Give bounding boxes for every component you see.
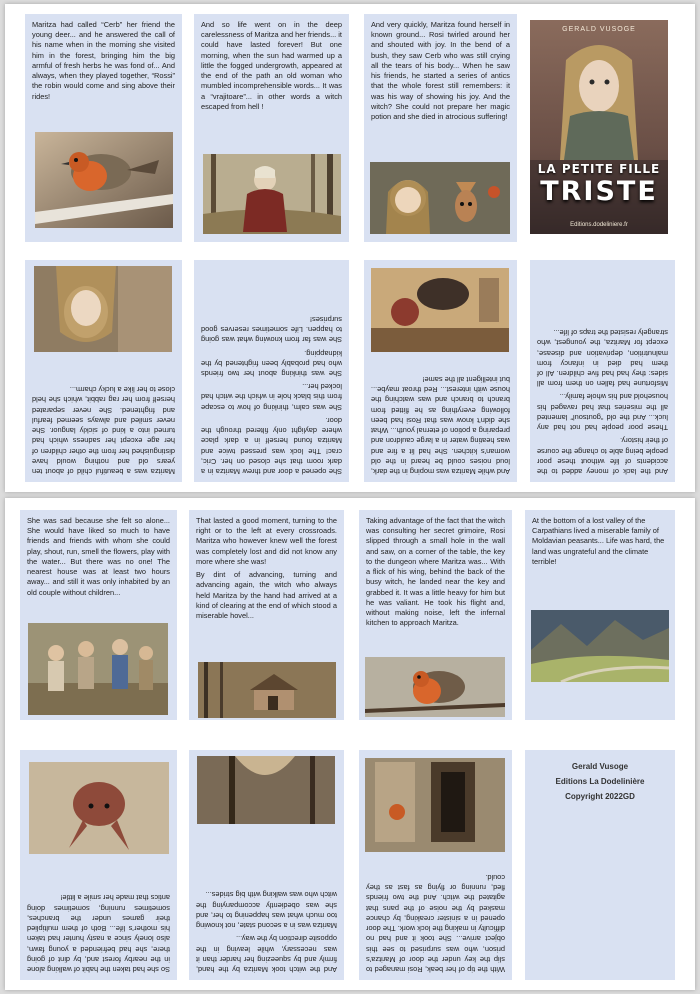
page-reunion <box>364 14 517 242</box>
page-lost-in-forest <box>189 510 344 720</box>
hovel-illustration <box>198 662 336 718</box>
children-playing-illustration <box>28 623 168 715</box>
paragraph: She was thinking about her two friends who had probably been frightened by the kidnapping. <box>201 348 342 379</box>
page-text <box>359 872 512 980</box>
robin-illustration <box>35 132 173 228</box>
booklet-sheet-2 <box>5 498 695 990</box>
page-text <box>194 314 349 482</box>
forest-path-illustration <box>197 756 335 824</box>
witch-forest-illustration <box>203 154 341 234</box>
page-rosi-key <box>359 510 512 720</box>
paragraph: So she had taken the habit of walking alone in the nearby forest and, by dint of going there, she had befriended a young fawn, also lonely since a nasty hunter had taken his mother’s life... Both of them multiplied their games under the branches, sometimes running, sometimes doing antics that made her smile a little! <box>27 893 170 974</box>
rag-rabbit-illustration <box>29 762 169 854</box>
cover-author: GERALD VUSOGE <box>562 26 636 33</box>
carpathian-valley-illustration <box>531 610 669 682</box>
page-maritza-intro <box>25 260 182 482</box>
paragraph: And the witch took Maritza by the hand, firmly and by squeezing her harder than it was necessary, while leaving in the opposite direction by the way... <box>196 934 337 974</box>
page-text <box>20 892 177 980</box>
book-cover <box>530 20 668 234</box>
paragraph: Maritza was a beautiful child of about ten years old and nothing would have distinguished her from the other children of her age except her sadness which had turned into a kind of sickly languor. She never smiled and always seemed fearful and frightened. She never separated herself from her rag rabbit, which she held close to her like a lucky charm... <box>32 385 175 476</box>
paragraph: She was calm, thinking of how to escape from this black hole in which the witch had locked her... <box>201 382 342 412</box>
paragraph: By dint of advancing, turning and advancing again, the witch who always held Maritza by the hand had arrived at a kind of clearing at the end of which stood a miserable hovel... <box>196 570 337 620</box>
paragraph: She was far from knowing what was going to happen. Life sometimes reserves good surprises! <box>201 314 342 345</box>
credits-publisher: Editions La Dodelinière <box>555 777 645 786</box>
page-text: And very quickly, Maritza found herself in known ground... Rosi twirled around her and shouted with joy. In the bend of a bush, they saw Cerb who was still crying all the tears of his body... When he saw his friends, he started a series of antics that the whole forest still remembers: it was his way of showing his joy. And the witch? She could not prepare her magic potion and she died in atrocious suffering! <box>371 20 510 121</box>
robin-key-illustration <box>365 657 505 717</box>
cover-title-line-1: LA PETITE FILLE <box>537 162 661 176</box>
page-text <box>189 889 344 980</box>
page-text: At the bottom of a lost valley of the Carpathians lived a miserable family of Moldavian peasants... Life was hard, the land was ungrateful and the climate terrible! <box>532 516 665 566</box>
page-text: Taking advantage of the fact that the witch was consulting her secret grimoire, Rosi slipped through a small hole in the wall and saw, on a corner of the table, the key to the dungeon where Maritza was... With a flick of his wing, behind the back of the busy witch, he landed near the key and grabbed it. It was a little heavy for him but he was valiant. He took his flight and, without making noise, left the infernal kitchen to approach Maritza. <box>366 516 505 628</box>
paragraph: With the tip of her beak, Rosi managed to slip the key under the door of Maritza’s prison, who was surprised to see this object arrive... She took it and had no difficulty in making the lock work. The door opened in a sinister creaking, by chance masked by the noise of the pans that agitated the witch. And the two friends fled, running or flying as fast as they could. <box>366 873 505 974</box>
page-lonely <box>20 510 177 720</box>
page-witch-kitchen <box>364 260 517 482</box>
paragraph: And while Maritza was moping in the dark, loud noises could be heard in the old woman’s kitchen. She had lit a fire and was heating water in a large cauldron and preparing a potion of eternal youth... What she didn’t know was that Rosi had been following everything as he flitted from branch to branch and was watching the house with interest... Red throat maybe... but intelligent all the same! <box>371 375 510 476</box>
credits-block <box>525 750 675 801</box>
credits-copyright: Copyright 2022GD <box>565 792 635 801</box>
page-deer-friend <box>25 14 182 242</box>
page-witch-appears <box>194 14 349 242</box>
page-text <box>530 327 675 482</box>
page-valley <box>525 510 675 720</box>
page-dark-room <box>194 260 349 482</box>
paragraph: These poor people had not had any luck... And the old “goutsoul” lamented all the miseries that had ravaged his household and his whole family... <box>537 392 668 433</box>
page-text <box>25 384 182 482</box>
cover-title-line-2: TRISTE <box>540 176 658 207</box>
page-escape <box>359 750 512 980</box>
wooden-door-illustration <box>365 758 505 852</box>
paragraph: Misfortune had fallen on them from all sides: they had had five children. All of them had died in infancy from malnutrition, deprivation and disease, except for Maritza, the youngest, who strangely resisted the traps of life... <box>537 328 668 389</box>
paragraph: Maritza was in a second state, not knowing too much what was happening to her, and she was obediently accompanying the witch who was walking with big strides... <box>196 890 337 931</box>
witch-cauldron-illustration <box>371 268 509 352</box>
girl-and-deer-illustration <box>370 162 510 234</box>
page-text <box>364 374 517 482</box>
paragraph: And the lack of money added to the accidents of life without these poor people being able to change the course of their history. <box>537 436 668 476</box>
page-text <box>189 510 344 621</box>
page-fawn-friend <box>20 750 177 980</box>
page-text: She was sad because she felt so alone... She would have liked so much to have friends and friends with whom she could play, shout, run, smell the flowers, play with the water... But there was no one! The nearest house was at least two hours away... and still it was only inhabited by an old couple without children... <box>27 516 170 597</box>
girl-with-rabbit-illustration <box>34 266 172 352</box>
booklet-sheet-1 <box>5 4 695 492</box>
page-text: And so life went on in the deep carelessness of Maritza and her friends... it could have lasted forever! But one morning, when the sun had warmed up a little the fogged undergrowth, appeared at the end of the path an old woman who mumbled incomprehensible words... It was a “vrajitoare”... in other words a witch escaped from hell ! <box>201 20 342 111</box>
paragraph: That lasted a good moment, turning to the right or to the left at every crossroads. Maritza who however knew well the forest was completely lost and did not know any more where she was! <box>196 516 337 566</box>
page-witch-takes-hand <box>189 750 344 980</box>
page-misfortune <box>530 260 675 482</box>
page-credits <box>525 750 675 980</box>
paragraph: She opened a door and threw Maritza in a dark room that she closed on her. Cric, crac! The lock was pressed twice and Maritza found herself in a dark place where daylight only filtered through the door. <box>201 415 342 476</box>
credits-author: Gerald Vusoge <box>571 762 629 771</box>
cover-publisher: Editions.dodeliniere.fr <box>570 222 628 228</box>
page-text: Maritza had called “Cerb” her friend the young deer... and he answered the call of his name when in the morning she visited him in the forest, bringing him the big armful of fresh herbs he was fond of... And always, when they played together, “Rossi” the robin would come and sing above their rides! <box>32 20 175 101</box>
